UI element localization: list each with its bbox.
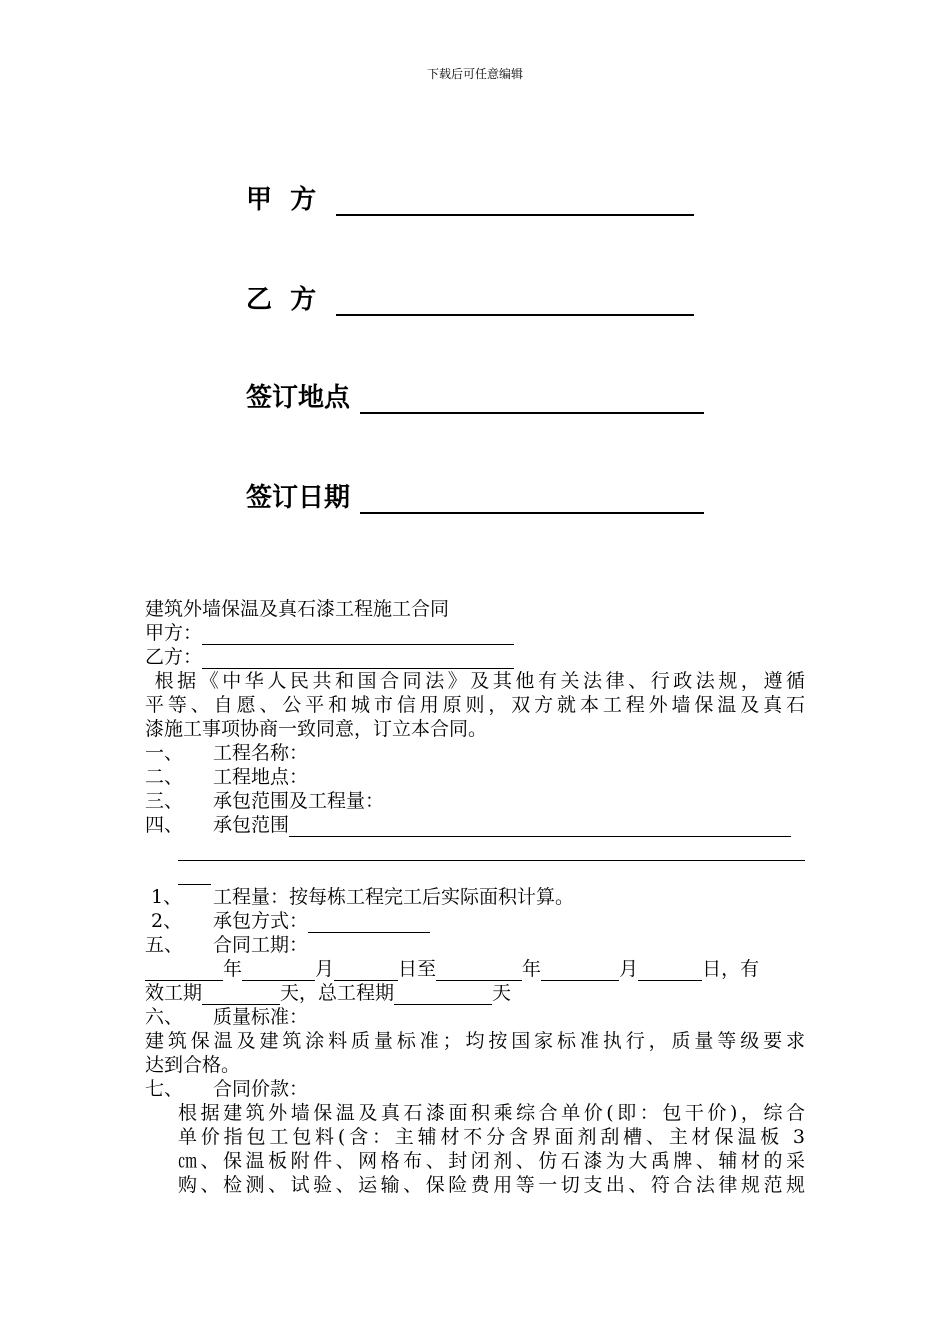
cover-sign-place bbox=[246, 382, 704, 414]
period-days-label: 天，总工程期 bbox=[280, 982, 395, 1004]
period-day-to-label: 日至 bbox=[398, 958, 437, 980]
party-b-label: 乙方： bbox=[145, 646, 203, 668]
intro-line-1: 根据《中华人民共和国合同法》及其他有关法律、行政法规，遵循 bbox=[145, 670, 805, 692]
period-line-1 bbox=[145, 957, 805, 981]
period-eff-label: 效工期 bbox=[145, 982, 203, 1004]
item-4-blank-line-2 bbox=[145, 837, 805, 861]
start-month-blank bbox=[242, 960, 315, 981]
price-line-2: 单价指包工包料(含：主辅材不分含界面剂刮槽、主材保温板 3 bbox=[178, 1126, 805, 1148]
item-4-blank-3 bbox=[178, 864, 211, 885]
party-b-row bbox=[145, 645, 805, 669]
price-line-3: ㎝、保温板附件、网格布、封闭剂、仿石漆为大禹牌、辅材的采 bbox=[178, 1150, 805, 1172]
page-header: 下载后可任意编辑 bbox=[426, 67, 523, 81]
item-5-number: 五、 bbox=[145, 934, 184, 956]
start-day-blank bbox=[334, 960, 398, 981]
item-7-number: 七、 bbox=[145, 1078, 184, 1100]
item-5 bbox=[145, 933, 805, 957]
item-5-text: 合同工期： bbox=[213, 934, 309, 956]
cover-sign-date bbox=[246, 482, 704, 514]
total-days-blank bbox=[394, 984, 492, 1005]
end-year-blank bbox=[436, 960, 522, 981]
item-3-number: 三、 bbox=[145, 790, 184, 812]
quality-line-2: 达到合格。 bbox=[145, 1054, 241, 1076]
item-1 bbox=[145, 741, 805, 765]
period-line-2 bbox=[145, 981, 805, 1005]
sub-item-1-number: 1、 bbox=[145, 886, 183, 908]
cover-party-a bbox=[246, 184, 694, 216]
contract-mode-blank bbox=[308, 912, 430, 933]
item-4-blank-line-3 bbox=[145, 861, 805, 885]
party-a-row bbox=[145, 621, 805, 645]
item-4 bbox=[145, 813, 805, 837]
period-days2-label: 天 bbox=[492, 982, 512, 1004]
cover-sign-date-blank bbox=[360, 486, 704, 514]
cover-party-a-label: 甲 方 bbox=[246, 185, 317, 215]
contract-body bbox=[145, 597, 805, 1197]
item-3 bbox=[145, 789, 805, 813]
cover-party-b-label: 乙 方 bbox=[246, 285, 317, 315]
sub-item-2 bbox=[145, 909, 805, 933]
start-year-blank bbox=[145, 960, 223, 981]
price-line-4: 购、检测、试验、运输、保险费用等一切支出、符合法律规范规 bbox=[178, 1174, 805, 1196]
cover-sign-place-blank bbox=[360, 386, 704, 414]
item-4-blank bbox=[289, 816, 791, 837]
sub-item-2-text: 承包方式： bbox=[213, 910, 309, 932]
intro-line-2: 平等、自愿、公平和城市信用原则，双方就本工程外墙保温及真石 bbox=[145, 694, 805, 716]
intro-line-3: 漆施工事项协商一致同意，订立本合同。 bbox=[145, 718, 488, 740]
party-b-blank bbox=[202, 648, 514, 669]
item-2-text: 工程地点： bbox=[213, 766, 309, 788]
sub-item-1 bbox=[145, 885, 805, 909]
cover-party-a-blank bbox=[336, 188, 694, 216]
cover-sign-place-label: 签订地点 bbox=[246, 383, 351, 413]
end-month-blank bbox=[541, 960, 619, 981]
sub-item-2-number: 2、 bbox=[145, 910, 183, 932]
contract-title: 建筑外墙保温及真石漆工程施工合同 bbox=[145, 598, 450, 620]
item-7 bbox=[145, 1077, 805, 1101]
item-1-text: 工程名称： bbox=[213, 742, 309, 764]
item-7-text: 合同价款： bbox=[213, 1078, 309, 1100]
item-6-text: 质量标准： bbox=[213, 1006, 309, 1028]
item-2-number: 二、 bbox=[145, 766, 184, 788]
item-6-number: 六、 bbox=[145, 1006, 184, 1028]
party-a-blank bbox=[202, 624, 514, 645]
item-4-blank-2 bbox=[178, 840, 805, 861]
quality-line-1: 建筑保温及建筑涂料质量标准；均按国家标准执行，质量等级要求 bbox=[145, 1030, 805, 1052]
price-line-1: 根据建筑外墙保温及真石漆面积乘综合单价(即：包干价)，综合 bbox=[178, 1102, 805, 1124]
party-a-label: 甲方： bbox=[145, 622, 203, 644]
cover-sign-date-label: 签订日期 bbox=[246, 483, 351, 513]
item-2 bbox=[145, 765, 805, 789]
item-6 bbox=[145, 1005, 805, 1029]
cover-party-b-blank bbox=[336, 288, 694, 316]
end-day-blank bbox=[638, 960, 702, 981]
period-day-end-label: 日，有 bbox=[702, 958, 760, 980]
cover-party-b bbox=[246, 284, 694, 316]
period-month-label: 月 bbox=[315, 958, 335, 980]
period-month2-label: 月 bbox=[619, 958, 639, 980]
effective-days-blank bbox=[202, 984, 280, 1005]
item-4-text: 承包范围 bbox=[213, 814, 290, 836]
period-year2-label: 年 bbox=[522, 958, 542, 980]
period-year-label: 年 bbox=[223, 958, 243, 980]
sub-item-1-text: 工程量：按每栋工程完工后实际面积计算。 bbox=[213, 886, 575, 908]
item-4-number: 四、 bbox=[145, 814, 184, 836]
item-3-text: 承包范围及工程量： bbox=[213, 790, 385, 812]
item-1-number: 一、 bbox=[145, 742, 184, 764]
